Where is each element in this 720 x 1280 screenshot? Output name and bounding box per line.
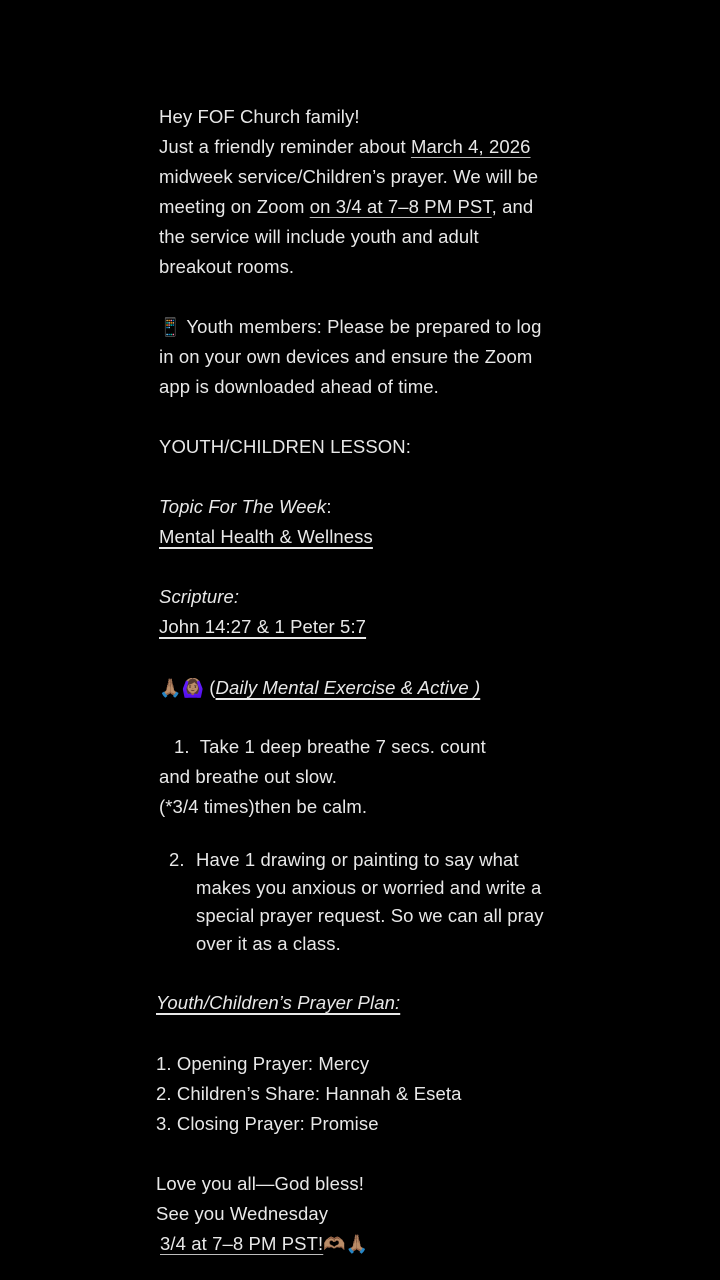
exercise-heading	[159, 673, 480, 703]
intro-line-1	[159, 132, 531, 162]
exercise-item-2-line-1: Have 1 drawing or painting to say what	[196, 849, 519, 870]
intro-line-3	[159, 192, 533, 222]
prayer-plan-item: 2. Children’s Share: Hannah & Eseta	[156, 1083, 462, 1104]
heart-hands-icon: 🫶🏽🙏🏽	[323, 1234, 369, 1254]
topic-label-text: Topic For The Week	[159, 496, 327, 517]
time-link[interactable]: on 3/4 at 7–8 PM PST	[309, 196, 492, 217]
topic-colon: :	[326, 496, 332, 517]
closing-line-3	[160, 1229, 368, 1259]
exercise-item-1-line-3: (*3/4 times)then be calm.	[159, 796, 368, 817]
youth-note-text: Youth members: Please be prepared to log	[181, 316, 542, 337]
topic-value: Mental Health & Wellness	[159, 526, 373, 547]
scripture-value: John 14:27 & 1 Peter 5:7	[159, 616, 367, 637]
intro-line-2: midweek service/Children’s prayer. We will be	[159, 166, 539, 187]
mobile-phone-icon: 📱	[159, 317, 182, 337]
intro-line-4: the service will include youth and adult	[159, 226, 479, 247]
prayer-plan-item: 1. Opening Prayer: Mercy	[156, 1053, 370, 1074]
exercise-item-2-line-2: makes you anxious or worried and write a	[196, 877, 542, 898]
topic-label	[159, 492, 332, 522]
exercise-item-text: Take 1 deep breathe 7 secs. count	[199, 736, 486, 757]
lesson-heading: YOUTH/CHILDREN LESSON:	[159, 436, 411, 457]
youth-note-line-1	[159, 312, 541, 342]
closing-line-1: Love you all—God bless!	[156, 1173, 364, 1194]
youth-note-line-3: app is downloaded ahead of time.	[159, 376, 439, 397]
exercise-item-1-line-2: and breathe out slow.	[159, 766, 337, 787]
praying-hands-icon: 🙏🏽🙆🏽‍♀️	[159, 678, 205, 698]
closing-time-link[interactable]: 3/4 at 7–8 PM PST!	[160, 1233, 324, 1254]
prayer-plan-item: 3. Closing Prayer: Promise	[156, 1113, 379, 1134]
intro-text: , and	[491, 196, 534, 217]
scripture-label: Scripture:	[159, 586, 240, 607]
closing-line-2: See you Wednesday	[156, 1203, 329, 1224]
exercise-item-2-line-3: special prayer request. So we can all pray	[196, 905, 544, 926]
paren-open: (	[204, 677, 216, 698]
intro-line-5: breakout rooms.	[159, 256, 295, 277]
prayer-plan-title: Youth/Children’s Prayer Plan:	[156, 992, 401, 1013]
exercise-item-2-line-4: over it as a class.	[196, 933, 341, 954]
exercise-title: Daily Mental Exercise & Active )	[215, 677, 481, 698]
date-link[interactable]: March 4, 2026	[410, 136, 531, 157]
intro-text: Just a friendly reminder about	[159, 136, 411, 157]
intro-text: meeting on Zoom	[159, 196, 310, 217]
youth-note-line-2: in on your own devices and ensure the Zoom	[159, 346, 533, 367]
exercise-item-1-line-1	[174, 732, 486, 762]
greeting: Hey FOF Church family!	[159, 106, 360, 127]
list-number: 1.	[174, 736, 190, 757]
exercise-item-2-number: 2.	[169, 849, 185, 870]
